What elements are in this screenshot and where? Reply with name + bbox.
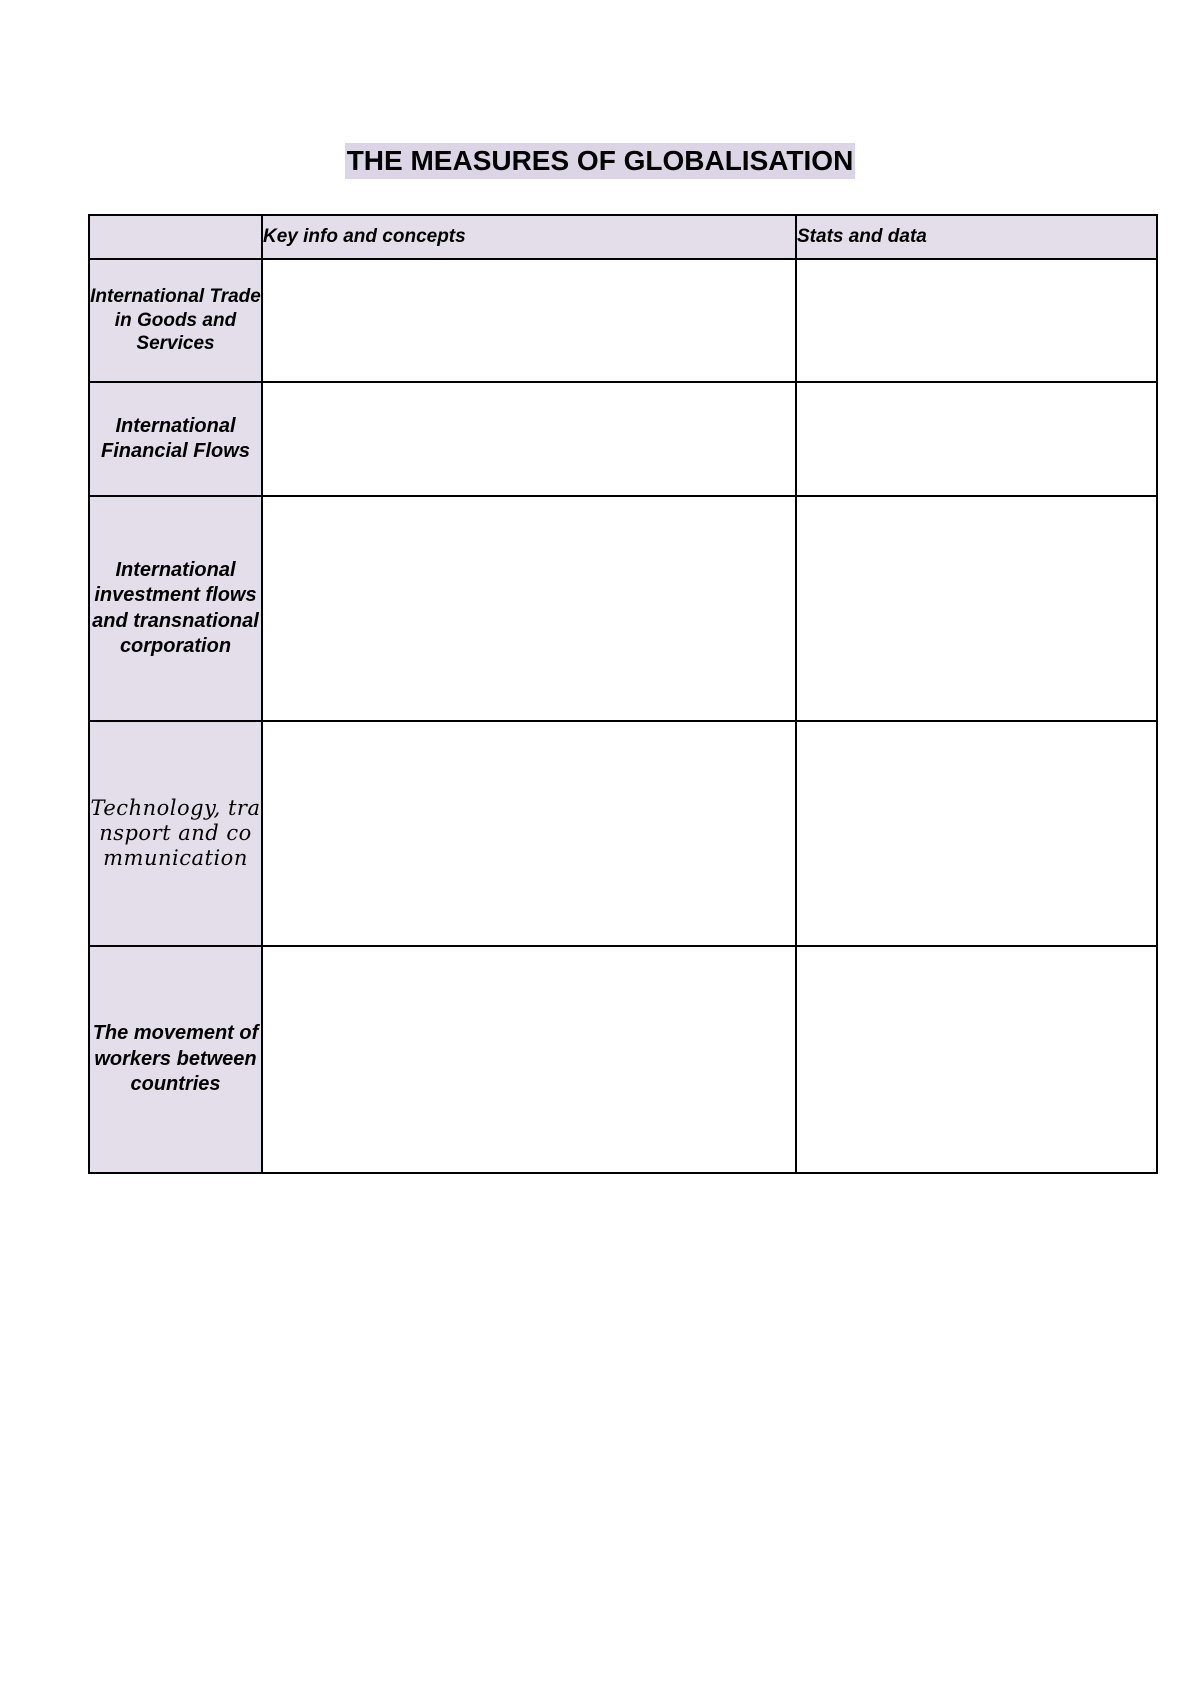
page-title: THE MEASURES OF GLOBALISATION xyxy=(345,143,856,179)
table-row xyxy=(89,721,1157,946)
stats-cell[interactable] xyxy=(796,259,1157,382)
key-info-cell[interactable] xyxy=(262,721,796,946)
stats-cell[interactable] xyxy=(796,496,1157,721)
header-stats-data: Stats and data xyxy=(796,215,1157,259)
stats-cell[interactable] xyxy=(796,946,1157,1173)
key-info-cell[interactable] xyxy=(262,382,796,496)
key-info-cell[interactable] xyxy=(262,946,796,1173)
row-label-trade: International Trade in Goods and Services xyxy=(89,259,262,382)
row-label-technology: Technology, transport and communication xyxy=(89,721,262,946)
stats-cell[interactable] xyxy=(796,721,1157,946)
table-row xyxy=(89,946,1157,1173)
key-info-cell[interactable] xyxy=(262,259,796,382)
table-row xyxy=(89,496,1157,721)
row-label-workers: The movement of workers between countries xyxy=(89,946,262,1173)
table-row xyxy=(89,382,1157,496)
header-corner-cell xyxy=(89,215,262,259)
row-label-investment-flows: International investment flows and transnational corporation xyxy=(89,496,262,721)
measures-table xyxy=(88,214,1158,1174)
row-label-financial-flows: International Financial Flows xyxy=(89,382,262,496)
table-row xyxy=(89,259,1157,382)
stats-cell[interactable] xyxy=(796,382,1157,496)
title-container xyxy=(0,143,1200,179)
table-header-row xyxy=(89,215,1157,259)
key-info-cell[interactable] xyxy=(262,496,796,721)
header-key-info: Key info and concepts xyxy=(262,215,796,259)
